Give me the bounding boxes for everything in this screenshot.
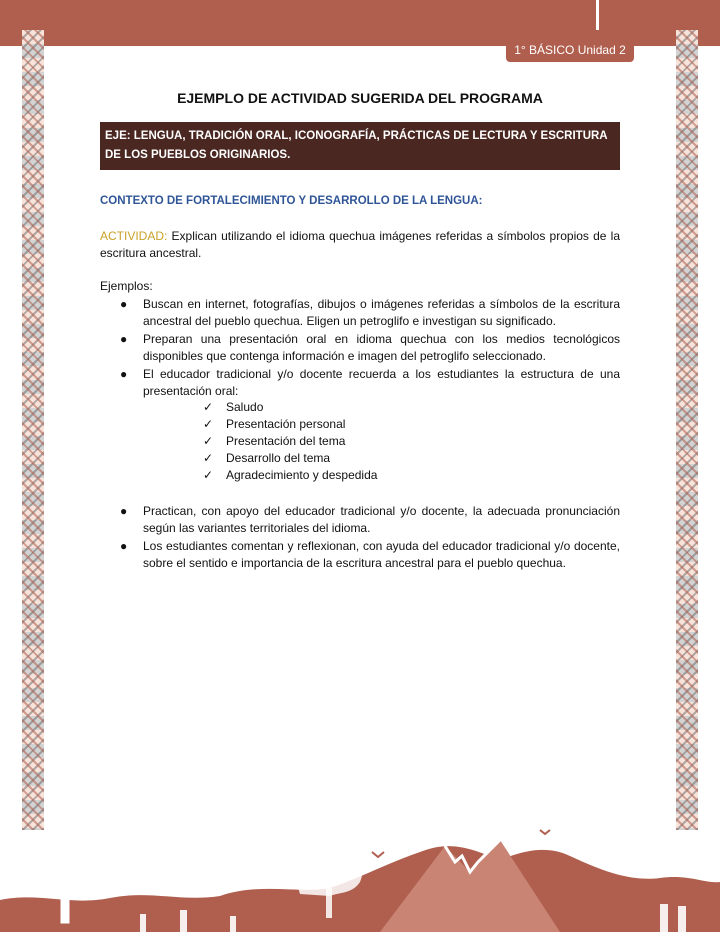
actividad-text: Explican utilizando el idioma quechua imágenes referidas a símbolos propios de la escritura ancestral. — [100, 229, 620, 260]
checkmark-icon: ✓ — [203, 400, 214, 414]
checklist-item-text: Agradecimiento y despedida — [226, 468, 378, 482]
checkmark-icon: ✓ — [203, 417, 214, 431]
checkmark-icon: ✓ — [203, 468, 214, 482]
bird-icon-2 — [540, 830, 550, 834]
bullet-icon: ● — [120, 504, 128, 518]
section-title: CONTEXTO DE FORTALECIMIENTO Y DESARROLLO DE LA LENGUA: — [100, 195, 483, 207]
checklist-item — [203, 450, 377, 467]
list-item — [100, 331, 620, 365]
checklist-item — [203, 416, 377, 433]
examples-list-first — [100, 296, 620, 401]
tree-trunk-icon — [326, 888, 332, 918]
bullet-icon: ● — [120, 297, 128, 311]
checklist-item — [203, 433, 377, 450]
checklist-item-text: Presentación personal — [226, 417, 346, 431]
eje-banner: EJE: LENGUA, TRADICIÓN ORAL, ICONOGRAFÍA, PRÁCTICAS DE LECTURA Y ESCRITURA DE LOS PUEBLOS ORIGINARIOS. — [100, 122, 620, 170]
list-item-text: Preparan una presentación oral en idioma quechua con los medios tecnológicos disponibles que contenga información e imagen del petroglifo seleccionado. — [143, 332, 620, 363]
list-item-text: Buscan en internet, fotografías, dibujos o imágenes referidas a símbolos de la escritura ancestral del pueblo quechua. Eligen un petroglifo e investigan su significado. — [143, 297, 620, 328]
checkmark-icon: ✓ — [203, 434, 214, 448]
checklist-item-text: Saludo — [226, 400, 264, 414]
bullet-icon: ● — [120, 539, 128, 553]
list-item-text: El educador tradicional y/o docente recuerda a los estudiantes la estructura de una presentación oral: — [143, 367, 620, 398]
bullet-icon: ● — [120, 367, 128, 381]
header-notch — [596, 0, 599, 30]
list-item-text: Practican, con apoyo del educador tradicional y/o docente, la adecuada pronunciación según las variantes territoriales del idioma. — [143, 504, 620, 535]
ejemplos-label: Ejemplos: — [100, 279, 153, 293]
list-item — [100, 503, 620, 537]
checklist-item-text: Desarrollo del tema — [226, 451, 331, 465]
actividad-paragraph — [100, 228, 620, 262]
bullet-icon: ● — [120, 332, 128, 346]
bird-icon — [372, 852, 384, 857]
right-decorative-border — [676, 30, 698, 830]
left-decorative-border — [22, 30, 44, 830]
page-title: EJEMPLO DE ACTIVIDAD SUGERIDA DEL PROGRAMA — [177, 90, 543, 106]
list-item-text: Los estudiantes comentan y reflexionan, con ayuda del educador tradicional y/o docente, sobre el sentido e importancia de la escritura ancestral para el pueblo quechua. — [143, 539, 620, 570]
list-item — [100, 538, 620, 572]
actividad-label: ACTIVIDAD: — [100, 229, 168, 243]
list-item — [100, 296, 620, 330]
checklist-item — [203, 399, 377, 416]
list-item — [100, 366, 620, 400]
presentation-checklist — [203, 399, 377, 484]
checklist-item-text: Presentación del tema — [226, 434, 346, 448]
examples-list-second — [100, 503, 620, 573]
checkmark-icon: ✓ — [203, 451, 214, 465]
footer-landscape-illustration — [0, 822, 720, 932]
unit-badge: 1° BÁSICO Unidad 2 — [506, 38, 634, 62]
checklist-item — [203, 467, 377, 484]
